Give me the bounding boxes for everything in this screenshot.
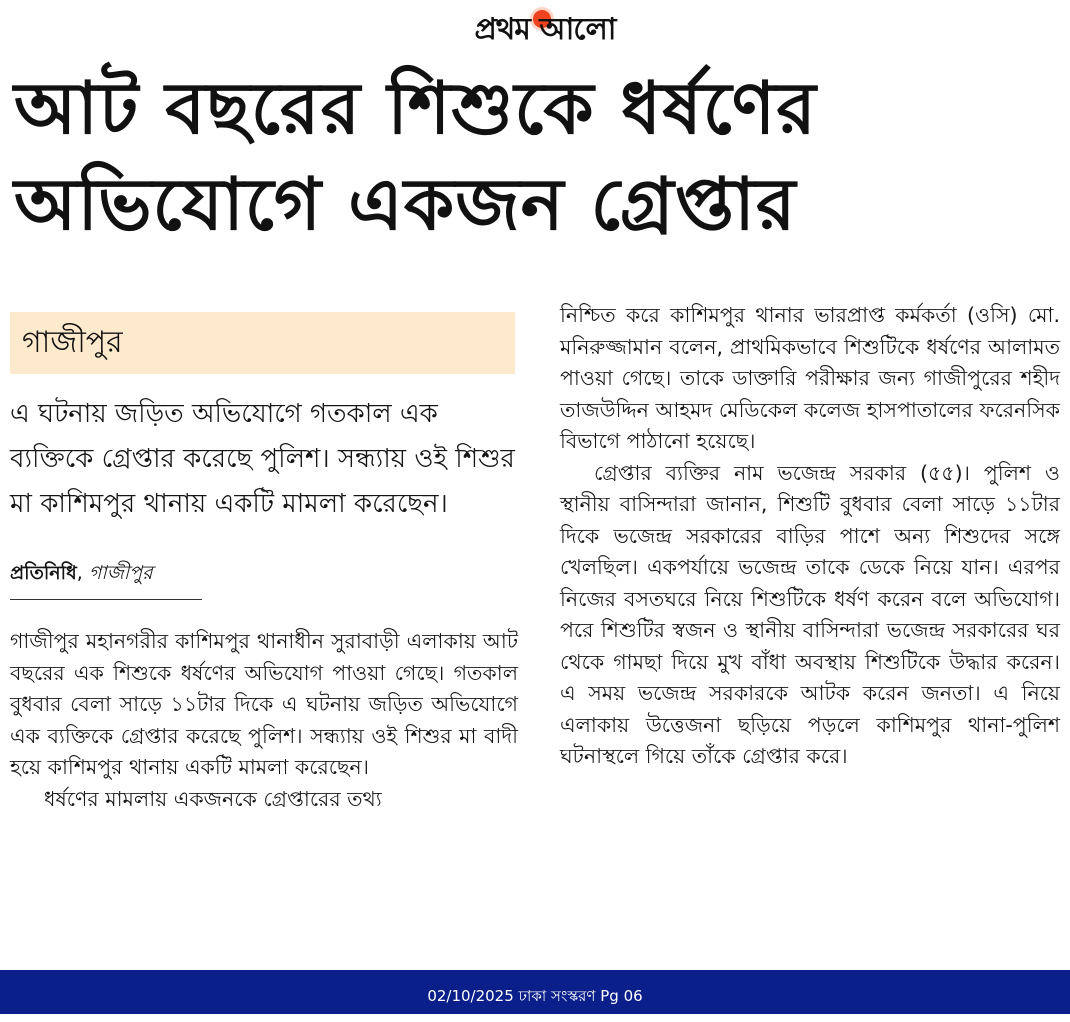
- paragraph-2-start: ধর্ষণের মামলায় একজনকে গ্রেপ্তারের তথ্য: [44, 786, 382, 811]
- logo-text: প্রথম আলো: [474, 11, 616, 47]
- divider: [10, 599, 202, 600]
- paragraph-1: গাজীপুর মহানগরীর কাশিমপুর থানাধীন সুরাবাড়ী এলাকায় আট বছরের এক শিশুকে ধর্ষণের অভিযোগ পাওয়া গেছে। গতকাল বুধবার বেলা সাড়ে ১১টার দিকে এ ঘটনায় জড়িত অভিযোগে এক ব্যক্তিকে গ্রেপ্তার করেছে পুলিশ। সন্ধ্যায় ওই শিশুর মা বাদী হয়ে কাশিমপুর থানায় একটি মামলা করেছেন।: [10, 629, 518, 779]
- newspaper-logo: [440, 10, 650, 50]
- left-column: [10, 312, 518, 815]
- byline-role: প্রতিনিধি: [10, 562, 77, 584]
- byline-place: গাজীপুর: [88, 562, 153, 584]
- right-column: [560, 300, 1060, 773]
- article-body-left: [10, 626, 518, 815]
- article-body-right: [560, 300, 1060, 773]
- paragraph-2-continued: নিশ্চিত করে কাশিমপুর থানার ভারপ্রাপ্ত কর্মকর্তা (ওসি) মো. মনিরুজ্জামান বলেন, প্রাথমিকভাবে শিশুটিকে ধর্ষণের আলামত পাওয়া গেছে। তাকে ডাক্তারি পরীক্ষার জন্য গাজীপুরের শহীদ তাজউদ্দিন আহমদ মেডিকেল কলেজ হাসপাতালের ফরেনসিক বিভাগে পাঠানো হয়েছে।: [560, 303, 1060, 453]
- paragraph-3: গ্রেপ্তার ব্যক্তির নাম ভজেন্দ্র সরকার (৫৫)। পুলিশ ও স্থানীয় বাসিন্দারা জানান, শিশুটি বুধবার বেলা সাড়ে ১১টার দিকে ভজেন্দ্র সরকারের বাড়ির পাশে অন্য শিশুদের সঙ্গে খেলছিল। একপর্যায়ে ভজেন্দ্র তাকে ডেকে নিয়ে যান। এরপর নিজের বসতঘরে নিয়ে শিশুটিকে ধর্ষণ করেন বলে অভিযোগ। পরে শিশুটির স্বজন ও স্থানীয় বাসিন্দারা ভজেন্দ্র সরকারের ঘর থেকে গামছা দিয়ে মুখ বাঁধা অবস্থায় শিশুটিকে উদ্ধার করেন। এ সময় ভজেন্দ্র সরকারকে আটক করেন জনতা। এ নিয়ে এলাকায় উত্তেজনা ছড়িয়ে পড়লে কাশিমপুর থানা-পুলিশ ঘটনাস্থলে গিয়ে তাঁকে গ্রেপ্তার করে।: [560, 460, 1060, 768]
- byline: প্রতিনিধি, গাজীপুর: [10, 562, 153, 584]
- location-label: গাজীপুর: [10, 312, 515, 374]
- edition-footer: 02/10/2025 ঢাকা সংস্করণ Pg 06: [0, 970, 1070, 1014]
- headline: আট বছরের শিশুকে ধর্ষণের অভিযোগে একজন গ্রেপ্তার: [14, 66, 817, 246]
- summary-text: এ ঘটনায় জড়িত অভিযোগে গতকাল এক ব্যক্তিকে গ্রেপ্তার করেছে পুলিশ। সন্ধ্যায় ওই শিশুর মা কাশিমপুর থানায় একটি মামলা করেছেন।: [10, 399, 515, 519]
